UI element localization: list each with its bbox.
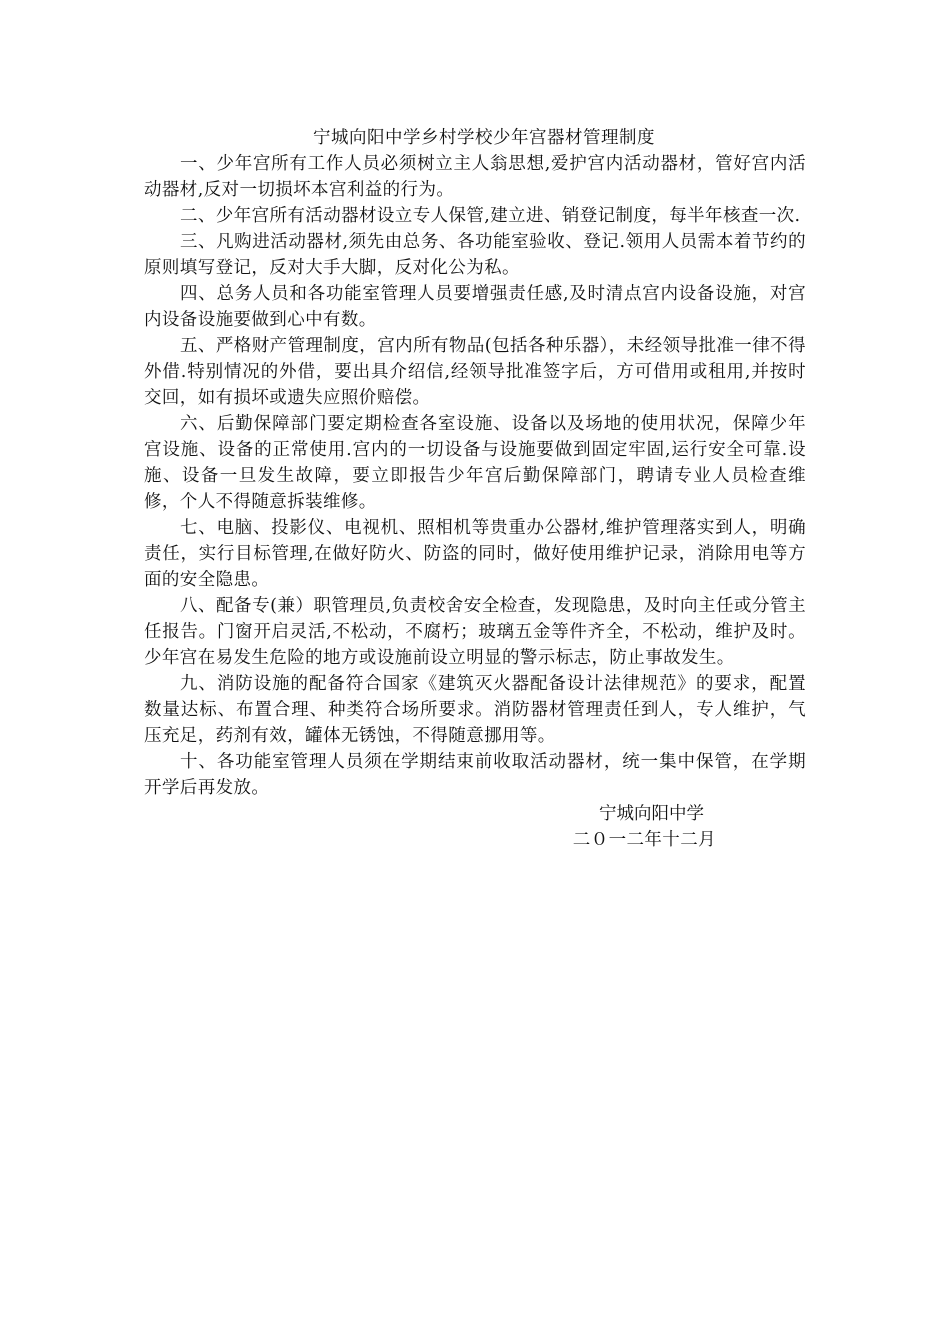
rule-paragraph-5: 五、严格财产管理制度，宫内所有物品(包括各种乐器），未经领导批准一律不得外借.特别情况的外借，要出具介绍信,经领导批准签字后，方可借用或租用,并按时交回，如有损坏或遗失应照价赔偿。 [144, 336, 806, 408]
rule-paragraph-9: 九、消防设施的配备符合国家《建筑灭火器配备设计法律规范》的要求，配置数量达标、布置合理、种类符合场所要求。消防器材管理责任到人，专人维护，气压充足，药剂有效，罐体无锈蚀，不得随意挪用等。 [144, 674, 806, 746]
rule-paragraph-4: 四、总务人员和各功能室管理人员要增强责任感,及时清点宫内设备设施，对宫内设备设施要做到心中有数。 [144, 284, 806, 330]
signature-date: 二０一二年十二月 [572, 830, 716, 850]
document-title: 宁城向阳中学乡村学校少年宫器材管理制度 [313, 128, 655, 148]
rule-paragraph-3: 三、凡购进活动器材,须先由总务、各功能室验收、登记.领用人员需本着节约的原则填写登记，反对大手大脚，反对化公为私。 [144, 232, 806, 278]
signature-organization: 宁城向阳中学 [599, 804, 704, 824]
rule-paragraph-8: 八、配备专(兼）职管理员,负责校舍安全检查，发现隐患，及时向主任或分管主任报告。门窗开启灵活,不松动，不腐朽；玻璃五金等件齐全，不松动，维护及时。少年宫在易发生危险的地方或设施前设立明显的警示标志，防止事故发生。 [144, 596, 806, 668]
signature-block [144, 801, 806, 853]
rule-paragraph-6: 六、后勤保障部门要定期检查各室设施、设备以及场地的使用状况，保障少年宫设施、设备的正常使用.宫内的一切设备与设施要做到固定牢固,运行安全可靠.设施、设备一旦发生故障，要立即报告少年宫后勤保障部门，聘请专业人员检查维修，个人不得随意拆装维修。 [144, 414, 806, 512]
rule-paragraph-7: 七、电脑、投影仪、电视机、照相机等贵重办公器材,维护管理落实到人，明确责任，实行目标管理,在做好防火、防盗的同时，做好使用维护记录，消除用电等方面的安全隐患。 [144, 518, 806, 590]
rule-paragraph-2: 二、少年宫所有活动器材设立专人保管,建立进、销登记制度，每半年核查一次. [180, 206, 801, 226]
document-body [144, 125, 806, 853]
rule-paragraph-1: 一、少年宫所有工作人员必须树立主人翁思想,爱护宫内活动器材，管好宫内活动器材,反对一切损坏本宫利益的行为。 [144, 154, 806, 200]
rule-paragraph-10: 十、各功能室管理人员须在学期结束前收取活动器材，统一集中保管，在学期开学后再发放。 [144, 752, 806, 798]
